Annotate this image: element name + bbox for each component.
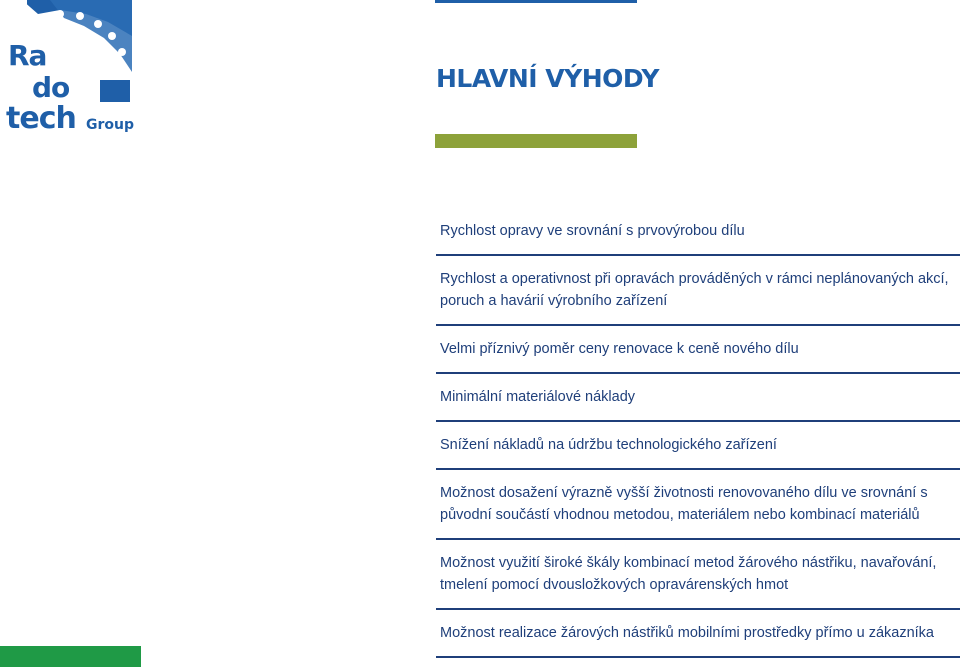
benefit-text: Minimální materiálové náklady <box>440 389 636 405</box>
logo-text-group: Group <box>86 117 135 133</box>
list-item <box>436 208 960 256</box>
benefit-text: Možnost využití široké škály kombinací metod žárového nástřiku, navařování, tmelení pomocí dvousložkových opravárenských hmot <box>440 555 937 593</box>
page-title: HLAVNÍ VÝHODY <box>436 64 659 93</box>
logo-text-tech: tech <box>6 101 76 136</box>
list-item <box>436 470 960 540</box>
list-item <box>436 326 960 374</box>
accent-bar <box>435 134 637 148</box>
company-logo <box>0 0 140 140</box>
benefits-list <box>436 208 960 658</box>
benefit-text: Rychlost a operativnost při opravách prováděných v rámci neplánovaných akcí, poruch a havárií výrobního zařízení <box>440 271 949 309</box>
benefit-text: Velmi příznivý poměr ceny renovace k ceně nového dílu <box>440 341 799 357</box>
benefit-text: Možnost dosažení výrazně vyšší životnosti renovovaného dílu ve srovnání s původní součástí vhodnou metodou, materiálem nebo kombinací materiálů <box>440 485 928 523</box>
benefit-text: Rychlost opravy ve srovnání s prvovýrobou dílu <box>440 223 745 239</box>
logo-text-ra: Ra <box>8 39 47 72</box>
logo-text-do: do <box>32 71 70 104</box>
list-item <box>436 610 960 658</box>
benefit-text: Snížení nákladů na údržbu technologického zařízení <box>440 437 777 453</box>
list-item <box>436 374 960 422</box>
list-item <box>436 422 960 470</box>
list-item <box>436 256 960 326</box>
list-item <box>436 540 960 610</box>
footer-accent-bar <box>0 646 141 667</box>
top-divider <box>435 0 637 3</box>
benefit-text: Možnost realizace žárových nástřiků mobilními prostředky přímo u zákazníka <box>440 625 934 641</box>
